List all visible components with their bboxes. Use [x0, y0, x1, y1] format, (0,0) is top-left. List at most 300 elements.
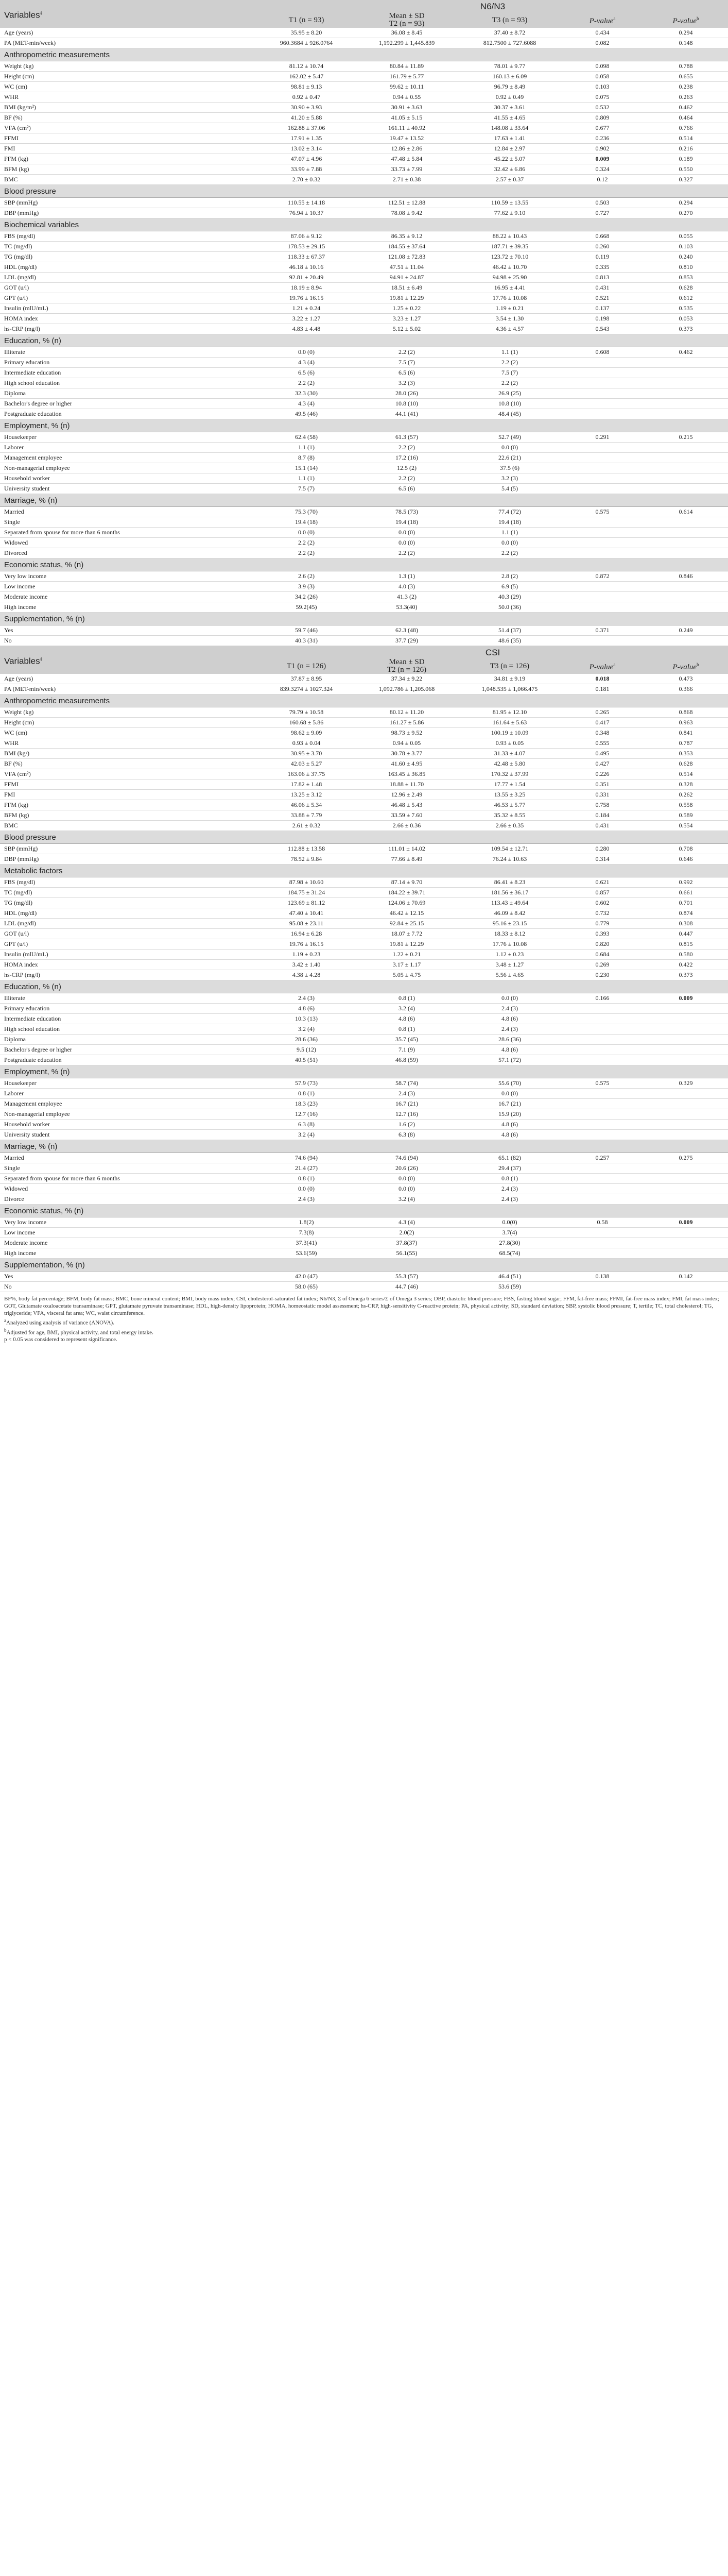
cell-text: 0.422 — [679, 961, 693, 968]
cell-text: 6.5 (6) — [398, 485, 415, 492]
table-row — [0, 28, 728, 38]
row-label — [0, 378, 257, 388]
p-value-cell — [644, 528, 728, 538]
cell-text: 2.8 (2) — [501, 572, 518, 580]
cell-text: 0.93 ± 0.05 — [495, 739, 524, 747]
cell-text: 0.260 — [595, 243, 610, 250]
cell-text: Management employee — [4, 454, 62, 461]
cell-text: 0.612 — [679, 294, 693, 301]
p-value-cell — [561, 800, 644, 810]
row-label — [0, 738, 257, 749]
cell-text: 7.5 (7) — [501, 369, 518, 376]
value-cell — [458, 1109, 561, 1120]
p-value-cell — [644, 993, 728, 1004]
cell-text: 1.22 ± 0.21 — [392, 951, 421, 958]
table-row — [0, 432, 728, 443]
footnote-mark: b — [697, 662, 699, 667]
table-row — [0, 602, 728, 613]
p-value-cell — [644, 1153, 728, 1163]
row-label — [0, 399, 257, 409]
cell-text: 0.0 (0) — [298, 529, 315, 536]
adjusted-p-value-header-text: P-value — [672, 17, 697, 25]
p-value-cell — [561, 908, 644, 919]
p-value-cell — [561, 473, 644, 484]
value-cell — [458, 821, 561, 831]
cell-text: DBP (mmHg) — [4, 209, 39, 216]
cell-text: 0.0 (0) — [501, 1090, 518, 1097]
cell-text: BMI (kg/m²) — [4, 104, 36, 111]
table-row — [0, 528, 728, 538]
table-row — [0, 1174, 728, 1184]
tertile-label: T1 (n = 126) — [286, 662, 326, 670]
value-cell — [458, 1163, 561, 1174]
cell-text: 0.841 — [679, 729, 693, 736]
cell-text: hs-CRP (mg/l) — [4, 971, 40, 978]
table-row — [0, 347, 728, 358]
cell-text: 0.853 — [679, 274, 693, 281]
cell-text: 33.73 ± 7.99 — [391, 165, 423, 173]
value-cell — [355, 463, 458, 473]
p-value-cell — [644, 1120, 728, 1130]
p-value-cell — [644, 728, 728, 738]
cell-text: 96.79 ± 8.49 — [494, 83, 526, 90]
row-label — [0, 198, 257, 208]
tertile-header — [458, 658, 561, 674]
cell-text: 0.815 — [679, 940, 693, 947]
cell-text: 812.7500 ± 727.6088 — [483, 39, 536, 46]
cell-text: 19.81 ± 12.29 — [389, 294, 424, 301]
p-value-cell — [644, 1089, 728, 1099]
cell-text: 0.314 — [595, 855, 610, 862]
cell-text: 0.575 — [595, 1079, 610, 1087]
value-cell — [458, 790, 561, 800]
p-value-cell — [561, 1045, 644, 1055]
cell-text: 17.63 ± 1.41 — [494, 134, 526, 142]
row-label — [0, 38, 257, 48]
value-cell — [257, 636, 355, 646]
p-value-cell — [561, 443, 644, 453]
cell-text: 46.42 ± 10.70 — [492, 263, 527, 270]
group-title: N6/N3 — [257, 0, 728, 12]
cell-text: 0.514 — [679, 770, 693, 777]
cell-text: VFA (cm²) — [4, 770, 31, 777]
value-cell — [458, 1055, 561, 1065]
p-value-cell — [644, 314, 728, 324]
p-value-cell — [644, 293, 728, 303]
cell-text: 0.236 — [595, 134, 610, 142]
p-value-cell — [644, 409, 728, 419]
cell-text: 0.558 — [679, 801, 693, 808]
table-row — [0, 1238, 728, 1248]
table-row — [0, 592, 728, 602]
value-cell — [257, 1282, 355, 1292]
cell-text: 37.34 ± 9.22 — [391, 675, 423, 682]
value-cell — [458, 1238, 561, 1248]
p-value-cell — [561, 242, 644, 252]
cell-text: 0.166 — [595, 994, 610, 1002]
value-cell — [458, 303, 561, 314]
value-cell — [257, 960, 355, 970]
value-cell — [355, 769, 458, 779]
value-cell — [355, 303, 458, 314]
value-cell — [458, 38, 561, 48]
cell-text: 110.55 ± 14.18 — [287, 199, 325, 206]
value-cell — [257, 1099, 355, 1109]
cell-text: 94.98 ± 25.90 — [492, 274, 527, 281]
cell-text: 35.32 ± 8.55 — [494, 811, 526, 819]
cell-text: 2.71 ± 0.38 — [392, 176, 421, 183]
section-header — [0, 334, 728, 347]
cell-text: 18.88 ± 11.70 — [389, 781, 424, 788]
p-value-cell — [644, 1238, 728, 1248]
cell-text: 0.503 — [595, 199, 610, 206]
value-cell — [257, 790, 355, 800]
cell-text: 2.2 (2) — [501, 379, 518, 386]
cell-text: 0.555 — [595, 739, 610, 747]
cell-text: 4.36 ± 4.57 — [495, 325, 524, 332]
cell-text: 95.16 ± 23.15 — [492, 920, 527, 927]
p-value-cell — [561, 82, 644, 92]
cell-text: 2.2 (2) — [398, 444, 415, 451]
cell-text: 0.371 — [595, 626, 610, 634]
cell-text: 46.18 ± 10.16 — [289, 263, 324, 270]
cell-text: 28.0 (26) — [395, 389, 418, 397]
value-cell — [257, 592, 355, 602]
p-value-cell — [644, 517, 728, 528]
value-cell — [355, 939, 458, 950]
cell-text: Bachelor's degree or higher — [4, 400, 72, 407]
p-value-cell — [644, 144, 728, 154]
cell-text: 0.055 — [679, 232, 693, 240]
row-label — [0, 262, 257, 273]
row-label — [0, 103, 257, 113]
p-value-header-text: P-value — [589, 663, 614, 671]
p-value-cell — [644, 473, 728, 484]
cell-text: Postgraduate education — [4, 410, 62, 417]
cell-text: 184.55 ± 37.64 — [388, 243, 426, 250]
cell-text: Very low income — [4, 572, 46, 580]
table-row — [0, 358, 728, 368]
cell-text: 163.45 ± 36.85 — [388, 770, 426, 777]
p-value-cell — [561, 1174, 644, 1184]
table-row — [0, 1035, 728, 1045]
value-cell — [257, 303, 355, 314]
p-value-cell — [561, 674, 644, 684]
cell-text: Low income — [4, 1229, 36, 1236]
value-cell — [458, 473, 561, 484]
value-cell — [458, 463, 561, 473]
cell-text: 10.3 (13) — [295, 1015, 318, 1022]
cell-text: 94.91 ± 24.87 — [389, 274, 424, 281]
cell-text: 31.33 ± 4.07 — [494, 750, 526, 757]
p-value-cell — [644, 1174, 728, 1184]
cell-text: 4.8 (6) — [501, 1131, 518, 1138]
row-label — [0, 779, 257, 790]
value-cell — [458, 1153, 561, 1163]
cell-text: 4.8 (6) — [501, 1015, 518, 1022]
value-cell — [257, 718, 355, 728]
value-cell — [355, 800, 458, 810]
cell-text: GOT (u/l) — [4, 284, 29, 291]
value-cell — [355, 1282, 458, 1292]
cell-text: Single — [4, 1164, 20, 1172]
p-value-cell — [644, 1184, 728, 1194]
cell-text: 46.8 (59) — [395, 1056, 418, 1063]
cell-text: Insulin (mlU/mL) — [4, 951, 48, 958]
row-label — [0, 154, 257, 164]
p-value-cell — [561, 1078, 644, 1089]
cell-text: 0.270 — [679, 209, 693, 216]
value-cell — [458, 453, 561, 463]
cell-text: 0.434 — [595, 29, 610, 36]
p-value-cell — [561, 507, 644, 517]
value-cell — [458, 443, 561, 453]
value-cell — [257, 82, 355, 92]
cell-text: 0.521 — [595, 294, 610, 301]
value-cell — [458, 939, 561, 950]
cell-text: 37.8(37) — [396, 1239, 418, 1246]
value-cell — [458, 1099, 561, 1109]
row-label — [0, 133, 257, 144]
cell-text: DBP (mmHg) — [4, 855, 39, 862]
cell-text: 53.6 (59) — [498, 1283, 521, 1290]
row-label — [0, 443, 257, 453]
cell-text: 0.294 — [679, 29, 693, 36]
cell-text: 42.48 ± 5.80 — [494, 760, 526, 767]
value-cell — [257, 1248, 355, 1259]
value-cell — [355, 636, 458, 646]
cell-text: 2.2 (2) — [501, 549, 518, 556]
section-header — [0, 48, 728, 61]
p-value-cell — [561, 38, 644, 48]
value-cell — [355, 970, 458, 980]
row-label — [0, 1089, 257, 1099]
p-value-cell — [644, 113, 728, 123]
footnote-adjusted-text: Adjusted for age, BMI, physical activity, and total energy intake. — [6, 1329, 153, 1336]
p-value-cell — [561, 707, 644, 718]
value-cell — [257, 769, 355, 779]
value-cell — [458, 1184, 561, 1194]
cell-text: 18.07 ± 7.72 — [391, 930, 423, 937]
cell-text: 0.009 — [679, 994, 693, 1002]
p-value-cell — [644, 324, 728, 334]
section-title: Economic status, % (n) — [0, 1205, 728, 1217]
cell-text: 0.324 — [595, 165, 610, 173]
row-label — [0, 1184, 257, 1194]
cell-text: High income — [4, 603, 37, 611]
table-row — [0, 484, 728, 494]
p-value-cell — [561, 144, 644, 154]
cell-text: 98.73 ± 9.52 — [391, 729, 423, 736]
p-value-cell — [644, 844, 728, 854]
row-label — [0, 582, 257, 592]
value-cell — [355, 1130, 458, 1140]
value-cell — [257, 993, 355, 1004]
cell-text: 68.5(74) — [499, 1249, 521, 1257]
p-value-header-text: P-value — [589, 17, 614, 25]
value-cell — [257, 409, 355, 419]
table-row — [0, 92, 728, 103]
value-cell — [257, 113, 355, 123]
value-cell — [257, 103, 355, 113]
row-label — [0, 602, 257, 613]
row-label — [0, 1045, 257, 1055]
cell-text: 0.684 — [595, 951, 610, 958]
row-label — [0, 303, 257, 314]
cell-text: 58.7 (74) — [395, 1079, 418, 1087]
cell-text: 18.51 ± 6.49 — [391, 284, 423, 291]
value-cell — [458, 1078, 561, 1089]
value-cell — [355, 378, 458, 388]
cell-text: 1.1 (1) — [501, 348, 518, 355]
cell-text: 0.8 (1) — [501, 1175, 518, 1182]
table-row — [0, 144, 728, 154]
cell-text: 37.5 (6) — [500, 464, 519, 471]
value-cell — [355, 347, 458, 358]
cell-text: Non-managerial employee — [4, 1110, 70, 1117]
value-cell — [458, 1174, 561, 1184]
section-title: Biochemical variables — [0, 218, 728, 231]
section-header — [0, 980, 728, 993]
value-cell — [458, 898, 561, 908]
row-label — [0, 960, 257, 970]
cell-text: 2.2 (2) — [298, 379, 315, 386]
value-cell — [458, 1248, 561, 1259]
p-value-cell — [644, 548, 728, 558]
value-cell — [355, 1163, 458, 1174]
cell-text: 7.3(8) — [299, 1229, 314, 1236]
table-row — [0, 293, 728, 303]
cell-text: 9.5 (12) — [297, 1046, 316, 1053]
cell-text: 42.03 ± 5.27 — [290, 760, 322, 767]
value-cell — [355, 528, 458, 538]
value-cell — [257, 208, 355, 218]
cell-text: 46.53 ± 5.77 — [494, 801, 526, 808]
p-value-cell — [561, 738, 644, 749]
row-label — [0, 1120, 257, 1130]
p-value-cell — [644, 262, 728, 273]
cell-text: 40.3 (29) — [498, 593, 521, 600]
p-value-cell — [561, 293, 644, 303]
p-value-cell — [561, 378, 644, 388]
value-cell — [458, 877, 561, 888]
tertile-header — [355, 12, 458, 28]
p-value-cell — [561, 1217, 644, 1228]
cell-text: 99.62 ± 10.11 — [389, 83, 424, 90]
cell-text: 0.0 (0) — [398, 529, 415, 536]
cell-text: HDL (mg/dl) — [4, 909, 37, 917]
value-cell — [458, 592, 561, 602]
row-label — [0, 888, 257, 898]
value-cell — [257, 378, 355, 388]
p-value-cell — [561, 718, 644, 728]
cell-text: 2.2 (2) — [398, 474, 415, 482]
p-value-cell — [644, 602, 728, 613]
p-value-cell — [644, 303, 728, 314]
value-cell — [257, 571, 355, 582]
row-label — [0, 144, 257, 154]
row-label — [0, 1217, 257, 1228]
cell-text: 2.2 (2) — [398, 549, 415, 556]
table-row — [0, 1078, 728, 1089]
cell-text: 81.95 ± 12.10 — [492, 708, 527, 716]
header-row-1 — [0, 0, 728, 12]
cell-text: 184.22 ± 39.71 — [388, 889, 426, 896]
cell-text: 0.184 — [595, 811, 610, 819]
row-label — [0, 283, 257, 293]
cell-text: 160.68 ± 5.86 — [289, 719, 324, 726]
row-label — [0, 61, 257, 72]
table-row — [0, 919, 728, 929]
value-cell — [257, 399, 355, 409]
value-cell — [355, 314, 458, 324]
value-cell — [355, 684, 458, 694]
cell-text: 0.628 — [679, 284, 693, 291]
cell-text: 57.9 (73) — [295, 1079, 318, 1087]
value-cell — [355, 538, 458, 548]
section-title: Blood pressure — [0, 185, 728, 198]
cell-text: Married — [4, 1154, 24, 1161]
mean-sd-header: Mean ± SD — [389, 12, 425, 20]
cell-text: 0.373 — [679, 325, 693, 332]
p-value-cell — [561, 1089, 644, 1099]
cell-text: Laborer — [4, 1090, 24, 1097]
table-row — [0, 1153, 728, 1163]
cell-text: 0.331 — [595, 791, 610, 798]
value-cell — [257, 625, 355, 636]
p-value-cell — [561, 1109, 644, 1120]
tertile-label: T1 (n = 93) — [288, 15, 324, 24]
value-cell — [355, 164, 458, 175]
cell-text: 0.94 ± 0.55 — [392, 93, 421, 100]
cell-text: 162.02 ± 5.47 — [289, 73, 324, 80]
cell-text: 0.103 — [679, 243, 693, 250]
cell-text: 0.779 — [595, 920, 610, 927]
p-value-cell — [561, 175, 644, 185]
cell-text: 0.514 — [679, 134, 693, 142]
cell-text: VFA (cm²) — [4, 124, 31, 131]
cell-text: 160.13 ± 6.09 — [492, 73, 527, 80]
p-value-cell — [561, 388, 644, 399]
value-cell — [257, 368, 355, 378]
cell-text: 1.1 (1) — [298, 444, 315, 451]
p-value-cell — [644, 1228, 728, 1238]
row-label — [0, 636, 257, 646]
table-row — [0, 262, 728, 273]
cell-text: 19.81 ± 12.29 — [389, 940, 424, 947]
cell-text: TC (mg/dl) — [4, 889, 32, 896]
value-cell — [355, 368, 458, 378]
value-cell — [355, 262, 458, 273]
p-value-cell — [561, 1153, 644, 1163]
row-label — [0, 1099, 257, 1109]
cell-text: 76.94 ± 10.37 — [289, 209, 324, 216]
table-row — [0, 1099, 728, 1109]
table-row — [0, 103, 728, 113]
cell-text: 32.3 (30) — [295, 389, 318, 397]
value-cell — [458, 144, 561, 154]
table-row — [0, 61, 728, 72]
row-label — [0, 463, 257, 473]
cell-text: 87.06 ± 9.12 — [290, 232, 322, 240]
p-value-cell — [561, 453, 644, 463]
table-row — [0, 164, 728, 175]
p-value-cell — [561, 1014, 644, 1024]
row-label — [0, 877, 257, 888]
cell-text: 3.54 ± 1.30 — [495, 315, 524, 322]
cell-text: 33.59 ± 7.60 — [391, 811, 423, 819]
cell-text: 3.22 ± 1.27 — [292, 315, 321, 322]
